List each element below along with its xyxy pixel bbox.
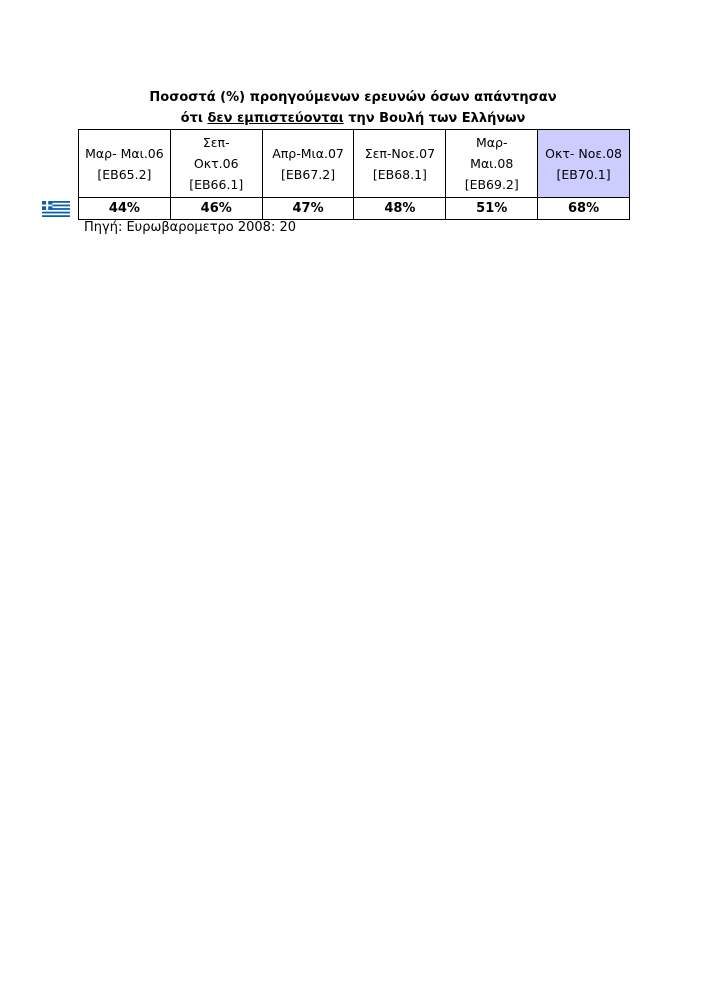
header-cell bbox=[170, 130, 262, 198]
header-line: Σεπ- bbox=[202, 135, 230, 150]
value-cell: 51% bbox=[446, 198, 538, 220]
title-underlined-phrase: δεν εμπιστεύονται bbox=[207, 111, 344, 126]
header-cell-highlighted bbox=[538, 130, 630, 198]
source-note: Πηγή: Ευρωβαρομετρο 2008: 20 bbox=[84, 220, 297, 235]
header-line: [EB68.1] bbox=[372, 166, 427, 182]
page-title-line-1: Ποσοστά (%) προηγούμενων ερευνών όσων απάντησαν bbox=[149, 90, 557, 105]
header-line: Σεπ-Νοε.07 bbox=[364, 145, 436, 161]
value-cell: 47% bbox=[262, 198, 354, 220]
header-line: [EB70.1] bbox=[556, 166, 611, 182]
header-line: [EB67.2] bbox=[281, 166, 336, 182]
title-suffix: την Βουλή των Ελλήνων bbox=[343, 111, 526, 126]
value-cell: 46% bbox=[170, 198, 262, 220]
value-cell: 48% bbox=[354, 198, 446, 220]
header-line: [EB65.2] bbox=[97, 166, 152, 182]
header-line: [EB66.1] bbox=[189, 177, 244, 192]
header-line: Απρ-Μια.07 bbox=[272, 145, 344, 161]
table-header-row bbox=[79, 130, 630, 198]
header-cell bbox=[262, 130, 354, 198]
table-values-row bbox=[79, 198, 630, 220]
header-line: Μαρ- Μαι.06 bbox=[85, 145, 164, 161]
survey-table bbox=[78, 129, 630, 220]
flag-stripe bbox=[42, 215, 70, 217]
title-prefix: ότι bbox=[180, 111, 208, 126]
header-line: Μαι.08 bbox=[470, 156, 514, 171]
header-line: [EB69.2] bbox=[464, 177, 519, 192]
flag-cross-horizontal bbox=[42, 205, 52, 207]
greece-flag-icon bbox=[42, 201, 70, 217]
value-cell: 68% bbox=[538, 198, 630, 220]
page-title-line-2 bbox=[0, 109, 706, 129]
header-line: Οκτ.06 bbox=[193, 156, 239, 171]
header-line: Οκτ- Νοε.08 bbox=[545, 145, 622, 161]
value-cell: 44% bbox=[79, 198, 171, 220]
header-line: Μαρ- bbox=[475, 135, 508, 150]
flag-stripe bbox=[42, 212, 70, 214]
header-cell bbox=[446, 130, 538, 198]
header-cell bbox=[79, 130, 171, 198]
header-cell bbox=[354, 130, 446, 198]
